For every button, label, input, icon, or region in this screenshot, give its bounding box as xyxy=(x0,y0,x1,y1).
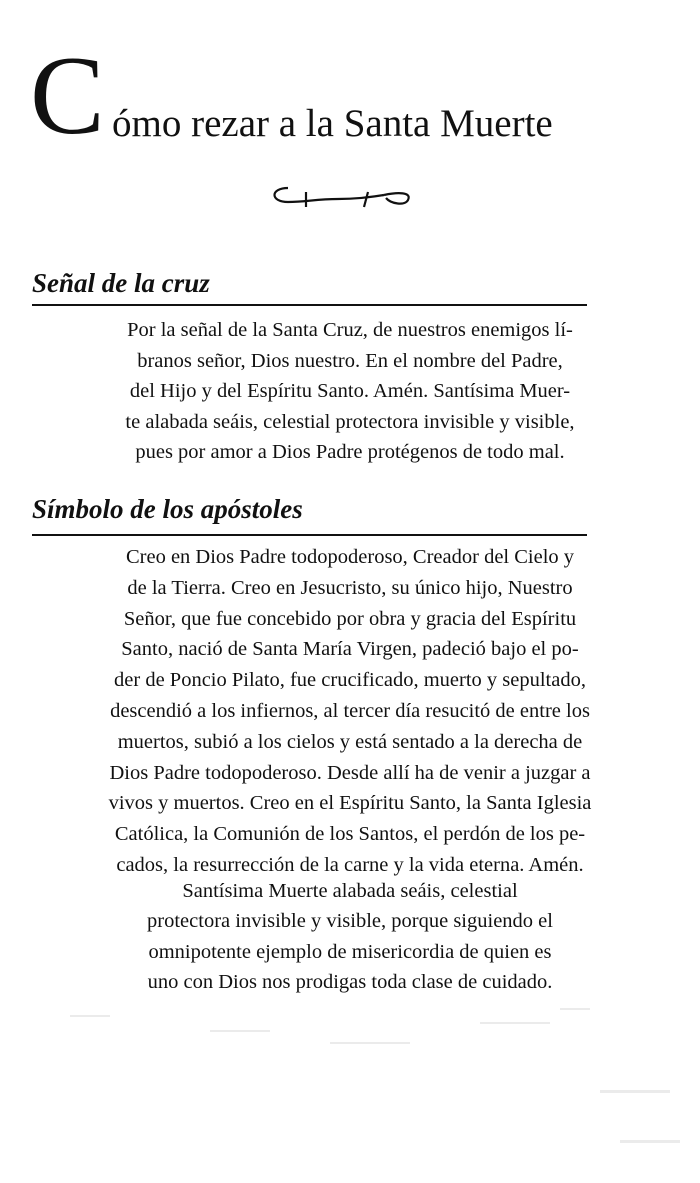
text-line: cados, la resurrección de la carne y la vida eterna. Amén. xyxy=(116,853,584,876)
text-line: te alabada seáis, celestial protectora invisible y visible, xyxy=(125,410,575,433)
text-line: pues por amor a Dios Padre protégenos de todo mal. xyxy=(135,441,565,464)
prayer-senal-de-la-cruz xyxy=(60,315,640,468)
text-line: Católica, la Comunión de los Santos, el perdón de los pe- xyxy=(114,823,586,846)
text-line: de la Tierra. Creo en Jesucristo, su único hijo, Nuestro xyxy=(127,576,573,599)
text-line: Santo, nació de Santa María Virgen, padeció bajo el po- xyxy=(121,638,579,661)
text-line: Por la señal de la Santa Cruz, de nuestros enemigos lí- xyxy=(127,319,573,341)
ornament-flourish-icon xyxy=(266,180,416,216)
section-divider xyxy=(32,534,587,536)
text-line: Creo en Dios Padre todopoderoso, Creador del Cielo y xyxy=(125,546,575,568)
prayer-simbolo-de-los-apostoles xyxy=(40,542,660,881)
text-line: uno con Dios nos prodigas toda clase de cuidado. xyxy=(147,971,553,994)
text-line: del Hijo y del Espíritu Santo. Amén. Santísima Muer- xyxy=(129,380,571,403)
text-line: Santísima Muerte alabada seáis, celestial xyxy=(182,880,518,902)
text-line: branos señor, Dios nuestro. En el nombre del Padre, xyxy=(137,349,563,372)
text-line: muertos, subió a los cielos y está sentado a la derecha de xyxy=(117,730,583,753)
text-line: protectora invisible y visible, porque siguiendo el xyxy=(147,910,553,933)
text-line: vivos y muertos. Creo en el Espíritu Santo, la Santa Iglesia xyxy=(108,792,592,815)
text-line: Señor, que fue concebido por obra y gracia del Espíritu xyxy=(123,607,577,630)
text-line: der de Poncio Pilato, fue crucificado, muerto y sepultado, xyxy=(114,669,586,692)
prayer-closing-invocation xyxy=(40,876,660,998)
page-title xyxy=(30,34,670,160)
section-heading-senal: Señal de la cruz xyxy=(32,268,210,298)
text-line: omnipotente ejemplo de misericordia de quien es xyxy=(148,940,552,963)
text-line: descendió a los infiernos, al tercer día resucitó de entre los xyxy=(110,699,590,722)
text-line: Dios Padre todopoderoso. Desde allí ha de venir a juzgar a xyxy=(109,761,591,784)
section-divider xyxy=(32,304,587,306)
section-heading-simbolo: Símbolo de los apóstoles xyxy=(32,494,303,524)
title-drop-cap: C xyxy=(30,34,105,158)
title-text: ómo rezar a la Santa Muerte xyxy=(112,102,553,145)
